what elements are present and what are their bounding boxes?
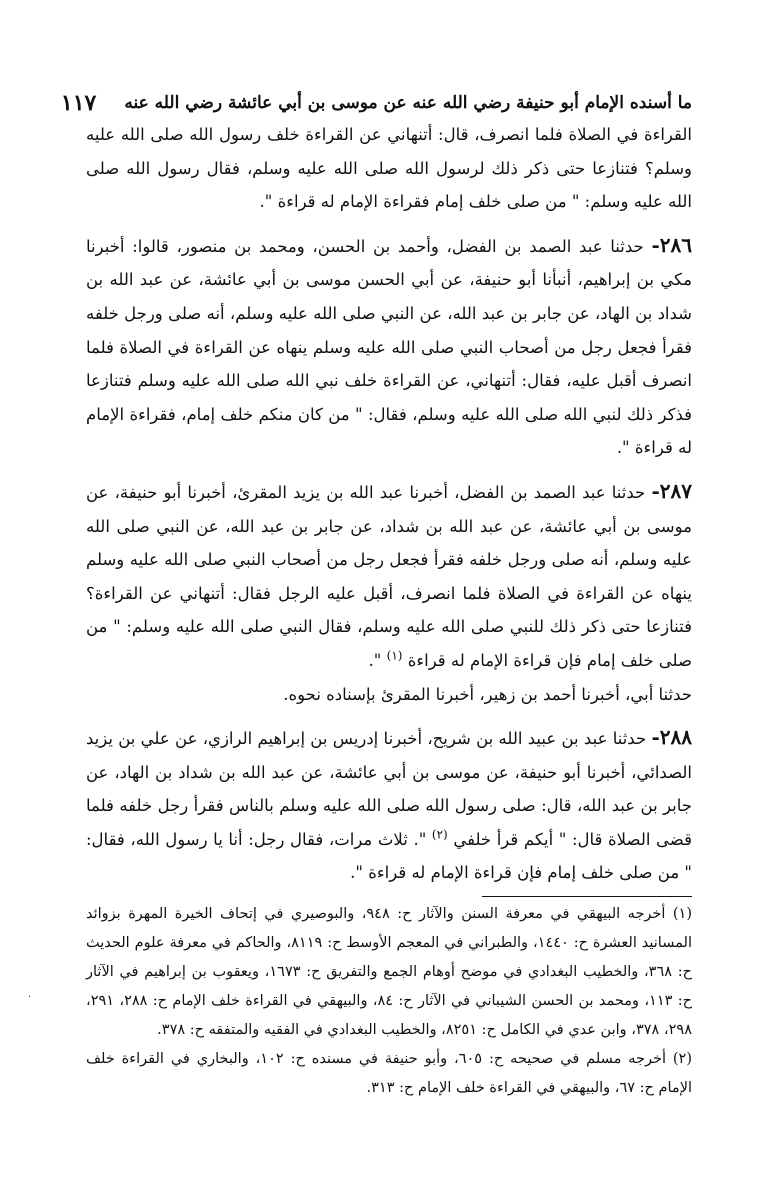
footnote-2: (٢) أخرجه مسلم في صحيحه ح: ٦٠٥، وأبو حنيفة في مسنده ح: ١٠٢، والبخاري في القراءة خلف الإمام ح: ٦٧، والبيهقي في القراءة خلف الإمام ح: ٣١٣. <box>86 1051 693 1096</box>
chain-note: حدثنا أبي، أخبرنا أحمد بن زهير، أخبرنا المقرئ بإسناده نحوه. <box>283 684 692 704</box>
hadith-number: ٢٨٨- <box>651 725 693 750</box>
footnote-divider <box>482 896 692 897</box>
footnote-ref: (١) <box>386 648 403 663</box>
main-text <box>86 118 692 890</box>
header-title: ما أسنده الإمام أبو حنيفة رضي الله عنه عن موسى بن أبي عائشة رضي الله عنه <box>124 93 692 113</box>
hadith-287 <box>86 475 692 678</box>
footnote-1: (١) أخرجه البيهقي في معرفة السنن والآثار ح: ٩٤٨، والبوصيري في إتحاف الخيرة المهرة بزوائد المسانيد العشرة ح: ١٤٤٠، والطبراني في المعجم الأوسط ح: ٨١١٩، والحاكم في معرفة علوم الحديث ح: ٣٦٨، والخطيب البغدادي في موضح أوهام الجمع والتفريق ح: ١٦٧٣، ويعقوب بن إبراهيم في الآثار ح: ١١٣، ومحمد بن الحسن الشيباني في الآثار ح: ٨٤، والبيهقي في القراءة خلف الإمام ح: ٢٨٨، ٢٩١، ٢٩٨، ٣٧٨، وابن عدي في الكامل ح: ٨٢٥١، والخطيب البغدادي في الفقيه والمتفقه ح: ٣٧٨. <box>86 906 693 1038</box>
hadith-text: حدثنا عبد الصمد بن الفضل، أخبرنا عبد الله بن يزيد المقرئ، أخبرنا أبو حنيفة، عن موسى بن أبي عائشة، عن عبد الله بن شداد، عن جابر بن عبد الله، عن النبي صلى الله عليه وسلم، أنه صلى ورجل خلفه فقرأ فجعل رجل من أصحاب النبي صلى الله عليه وسلم ينهاه عن القراءة في الصلاة فلما انصرف، أقبل عليه الرجل فقال: أتنهاني عن القراءة؟ فتنازعا حتى ذكر ذلك للنبي صلى الله عليه وسلم، فقال النبي صلى الله عليه وسلم: " من صلى خلف إمام فإن قراءة الإمام له قراءة <box>86 482 692 670</box>
running-header <box>60 88 692 118</box>
hadith-text: حدثنا عبد بن عبيد الله بن شريح، أخبرنا إدريس بن إبراهيم الرازي، عن علي بن يزيد الصدائي، أخبرنا أبو حنيفة، عن موسى بن أبي عائشة، عن عبد الله بن شداد بن الهاد، عن جابر بن عبد الله، قال: صلى رسول الله صلى الله عليه وسلم بالناس فقرأ رجل خلفه فلما قضى الصلاة قال: " أيكم قرأ خلفي <box>86 729 692 849</box>
hadith-text-end: ". <box>368 650 382 670</box>
hadith-text: حدثنا عبد الصمد بن الفضل، وأحمد بن الحسن، ومحمد بن منصور، قالوا: أخبرنا مكي بن إبراهيم، أنبأنا أبو حنيفة، عن أبي الحسن موسى بن أبي عائشة، عن عبد الله بن شداد بن الهاد، عن جابر بن عبد الله، عن النبي صلى الله عليه وسلم، أنه صلى ورجل خلفه فقرأ فجعل رجل من أصحاب النبي صلى الله عليه وسلم ينهاه عن القراءة في الصلاة فلما انصرف أقبل عليه، فقال: أتنهاني، عن القراءة خلف نبي الله صلى الله عليه وسلم فتنازعا فذكر ذلك لنبي الله صلى الله عليه وسلم، فقال: " من كان منكم خلف إمام، فقراءة الإمام له قراءة ". <box>86 236 692 458</box>
footnote-ref: (٢) <box>431 827 448 842</box>
hadith-number: ٢٨٦- <box>651 232 692 257</box>
spacer <box>86 711 692 721</box>
page-number: ١١٧ <box>60 90 97 116</box>
footnotes <box>86 900 692 1103</box>
hadith-number: ٢٨٧- <box>651 478 692 503</box>
hadith-text-end: ". ثلاث مرات، فقال رجل: أنا يا رسول الله، فقال: " من صلى خلف إمام فإن قراءة الإمام له قراءة ". <box>86 829 692 883</box>
spacer <box>86 465 692 475</box>
margin-speck: · <box>28 992 32 1003</box>
spacer <box>86 219 692 229</box>
paragraph-continuation: القراءة في الصلاة فلما انصرف، قال: أتنهاني عن القراءة خلف رسول الله صلى الله عليه وسلم؟ فتنازعا حتى ذكر ذلك لرسول الله صلى الله عليه وسلم، فقال رسول الله صلى الله عليه وسلم: " من صلى خلف إمام فقراءة الإمام له قراءة ". <box>86 125 692 212</box>
hadith-286 <box>86 229 692 465</box>
hadith-288 <box>86 721 692 890</box>
